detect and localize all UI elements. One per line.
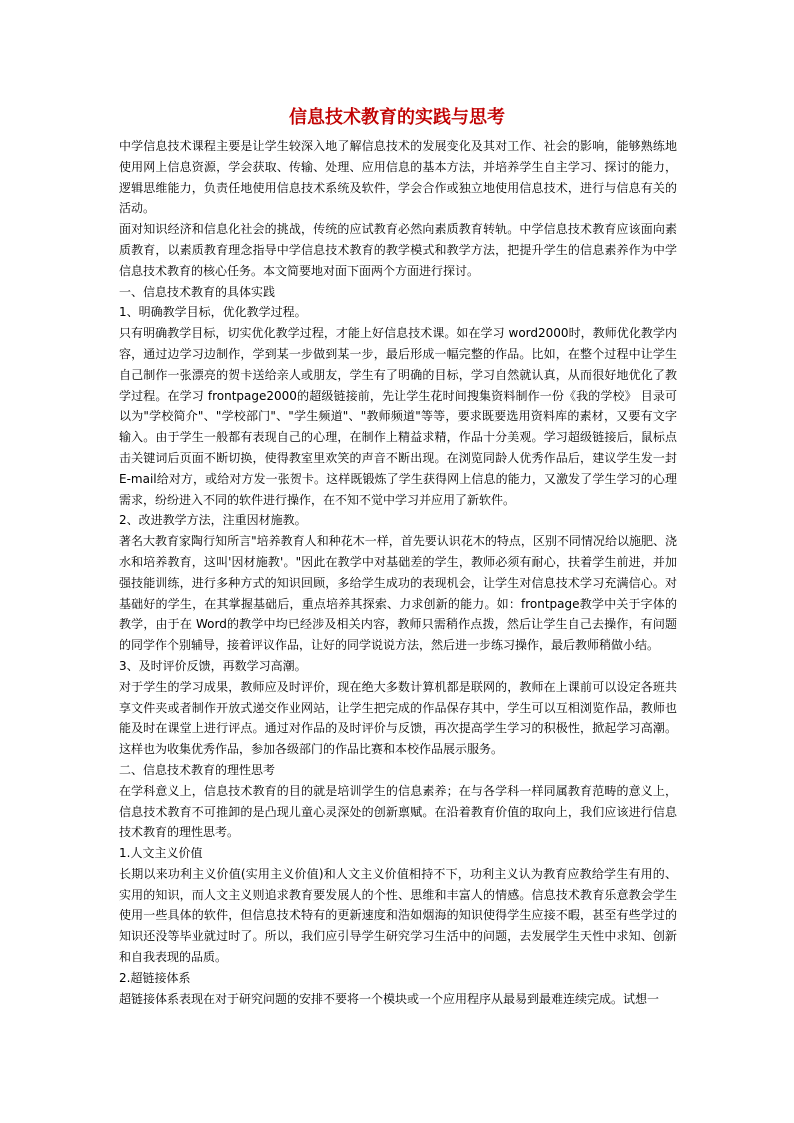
section-heading-reflection: 二、信息技术教育的理性思考 [119, 762, 276, 777]
context-paragraph: 面对知识经济和信息化社会的挑战，传统的应试教育必然向素质教育转轨。中学信息技术教育应该面向素质教育，以素质教育理念指导中学信息技术教育的教学模式和教学方法，把提升学生的信息素养作为中学信息技术教育的核心任务。本文简要地对面下面两个方面进行探讨。 [119, 222, 677, 278]
paragraph-reflection: 在学科意义上，信息技术教育的目的就是培训学生的信息素养；在与各学科一样同属教育范畴的意义上，信息技术教育不可推卸的是凸现儿童心灵深处的创新禀赋。在沿着教育价值的取向上，我们应该进行信息技术教育的理性思考。 [119, 783, 677, 840]
paragraph-humanism: 长期以来功利主义价值(实用主义价值)和人文主义价值相持不下，功利主义认为教育应教给学生有用的、实用的知识，而人文主义则追求教育要发展人的个性、思维和丰富人的情感。信息技术教育乐意教会学生使用一些具体的软件，但信息技术特有的更新速度和浩如烟海的知识使得学生应接不暇，甚至有些学过的知识还没等毕业就过时了。所以，我们应引导学生研究学习生活中的问题，去发展学生天性中求知、创新和自我表现的品质。 [119, 866, 677, 965]
subheading-evaluation: 3、及时评价反馈，再数学习高潮。 [119, 658, 307, 673]
paragraph-teaching-methods: 著名大教育家陶行知所言"培养教育人和种花木一样，首先要认识花木的特点，区别不同情况给以施肥、浇水和培养教育，这叫'因材施教'。"因此在教学中对基础差的学生，教师必须有耐心，扶着学生前进，并加强技能训练，进行多种方式的知识回顾，多给学生成功的表现机会，让学生对信息技术学习充满信心。对基础好的学生，在其掌握基础后，重点培养其探索、力求创新的能力。如：frontpage教学中关于字体的教学，由于在 Word的教学中均已经涉及相关内容，教师只需稍作点拨，然后让学生自己去操作，有问题的同学作个别辅导，接着评议作品，让好的同学说说方法，然后进一步练习操作，最后教师稍做小结。 [119, 534, 677, 653]
paragraph-teaching-goals: 只有明确教学目标，切实优化教学过程，才能上好信息技术课。如在学习 word2000时，教师优化教学内容，通过边学习边制作，学到某一步做到某一步，最后形成一幅完整的作品。比如，在整个过程中让学生自己制作一张漂亮的贺卡送给亲人或朋友，学生有了明确的目标，学习自然就认真，从而很好地优化了教学过程。在学习 frontpage2000的超级链接前，先让学生花时间搜集资料制作一份《我的学校》 目录可以为"学校简介"、"学校部门"、"学生频道"、"教师频道"等等，要求既要选用资料库的素材，又要有文字输入。由于学生一般都有表现自己的心理，在制作上精益求精，作品十分美观。学习超级链接后，鼠标点击关键词后页面不断切换，使得教室里欢笑的声音不断出现。在浏览同龄人优秀作品后，建议学生发一封 E-mail给对方，或给对方发一张贺卡。这样既锻炼了学生获得网上信息的能力，又激发了学生学习的心理需求，纷纷进入不同的软件进行操作，在不知不觉中学习并应用了新软件。 [119, 326, 677, 507]
section-heading-practice: 一、信息技术教育的具体实践 [119, 284, 276, 299]
subheading-teaching-goals: 1、明确教学目标，优化教学过程。 [119, 305, 307, 320]
paragraph-hyperlink-system: 超链接体系表现在对于研究问题的安排不要将一个模块或一个应用程序从最易到最难连续完成。试想一 [119, 991, 660, 1006]
intro-paragraph: 中学信息技术课程主要是让学生较深入地了解信息技术的发展变化及其对工作、社会的影响，能够熟练地使用网上信息资源，学会获取、传输、处理、应用信息的基本方法，并培养学生自主学习、探讨的能力，逻辑思维能力，负责任地使用信息技术系统及软件，学会合作或独立地使用信息技术，进行与信息有关的活动。 [119, 139, 677, 216]
subheading-teaching-methods: 2、改进教学方法，注重因材施教。 [119, 513, 307, 528]
subheading-hyperlink-system: 2.超链接体系 [119, 970, 191, 985]
document-body [119, 136, 677, 1009]
subheading-humanism: 1.人文主义价值 [119, 846, 203, 861]
paragraph-evaluation: 对于学生的学习成果，教师应及时评价，现在绝大多数计算机都是联网的，教师在上课前可以设定各班共享文件夹或者制作开放式递交作业网站，让学生把完成的作品保存其中，学生可以互相浏览作品，教师也能及时在课堂上进行评点。通过对作品的及时评价与反馈，再次提高学生学习的积极性，掀起学习高潮。这样也为收集优秀作品，参加各级部门的作品比赛和本校作品展示服务。 [119, 679, 677, 757]
document-title: 信息技术教育的实践与思考 [289, 107, 505, 128]
